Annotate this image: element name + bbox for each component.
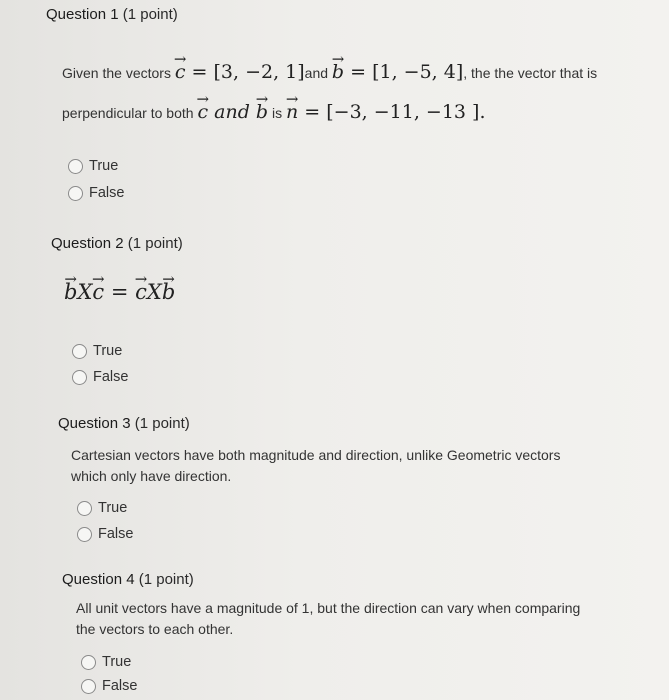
question-4-option-false[interactable] <box>81 678 137 694</box>
question-2-option-true[interactable] <box>72 343 122 359</box>
question-1-title <box>46 6 178 23</box>
vector-c: → c <box>92 282 104 303</box>
question-3-option-true[interactable] <box>77 500 127 516</box>
q1-eq: = <box>191 61 208 83</box>
question-4-points: (1 point) <box>138 571 194 588</box>
question-4-label: Question 4 <box>62 571 135 588</box>
q2-eq: = <box>110 280 129 304</box>
vector-c: → c <box>135 282 147 303</box>
question-4-body <box>76 598 656 640</box>
question-3-body <box>71 445 631 487</box>
vector-c-value: [3, −2, 1] <box>213 61 305 83</box>
radio-button[interactable] <box>81 655 96 670</box>
question-3-points: (1 point) <box>134 415 190 432</box>
q1-intro: Given the vectors <box>62 65 171 81</box>
question-1-points: (1 point) <box>122 6 178 23</box>
vector-b: → b <box>256 102 268 123</box>
vector-n-value: [−3, −11, −13 ]. <box>326 101 486 123</box>
question-4-option-true[interactable] <box>81 654 131 670</box>
question-4-text-line-1: All unit vectors have a magnitude of 1, but the direction can vary when comparing <box>76 600 581 616</box>
q1-and-math: and <box>214 101 250 123</box>
radio-button[interactable] <box>77 527 92 542</box>
question-2-equation <box>64 282 175 305</box>
question-3-title <box>58 415 190 432</box>
radio-button[interactable] <box>72 370 87 385</box>
vector-n: → n <box>286 102 298 123</box>
question-3-option-false[interactable] <box>77 526 133 542</box>
cross-x: X <box>77 280 93 304</box>
option-label: True <box>89 158 119 174</box>
option-label: True <box>102 654 132 670</box>
vector-b-value: [1, −5, 4] <box>372 61 464 83</box>
cross-x: X <box>146 280 162 304</box>
vector-c: → c <box>175 62 186 83</box>
question-1-line-2: perpendicular to both → c and → b is → n = [−3, −11, −13 ]. <box>62 102 486 124</box>
q1-and: and <box>304 65 329 81</box>
q1-line2-intro: perpendicular to both <box>62 105 194 121</box>
question-1-option-false[interactable] <box>68 185 124 201</box>
option-label: False <box>93 369 129 385</box>
question-3-text-line-1: Cartesian vectors have both magnitude and direction, unlike Geometric vectors <box>71 447 561 463</box>
radio-button[interactable] <box>81 679 96 694</box>
question-1-label: Question 1 <box>46 6 119 23</box>
question-4-title <box>62 571 194 588</box>
q1-is: is <box>271 105 283 121</box>
option-label: True <box>93 343 123 359</box>
option-label: True <box>98 500 128 516</box>
question-2-title <box>51 235 183 252</box>
question-2-option-false[interactable] <box>72 369 128 385</box>
q1-tail: , the the vector that is <box>463 65 598 81</box>
option-label: False <box>89 185 125 201</box>
option-label: False <box>98 526 134 542</box>
question-2-label: Question 2 <box>51 235 124 252</box>
question-1-option-true[interactable] <box>68 158 118 174</box>
radio-button[interactable] <box>77 501 92 516</box>
option-label: False <box>102 678 138 694</box>
radio-button[interactable] <box>68 186 83 201</box>
radio-button[interactable] <box>68 159 83 174</box>
vector-c: → c <box>197 102 208 123</box>
question-1-line-1: Given the vectors → c = [3, −2, 1]and → b = [1, −5, 4], the the vector that is <box>62 62 597 84</box>
question-4-text-line-2: the vectors to each other. <box>76 621 234 637</box>
vector-b: → b <box>332 62 344 83</box>
question-2-points: (1 point) <box>127 235 183 252</box>
vector-b: → b <box>162 282 175 303</box>
question-3-label: Question 3 <box>58 415 131 432</box>
vector-b: → b <box>64 282 77 303</box>
question-3-text-line-2: which only have direction. <box>71 468 232 484</box>
radio-button[interactable] <box>72 344 87 359</box>
